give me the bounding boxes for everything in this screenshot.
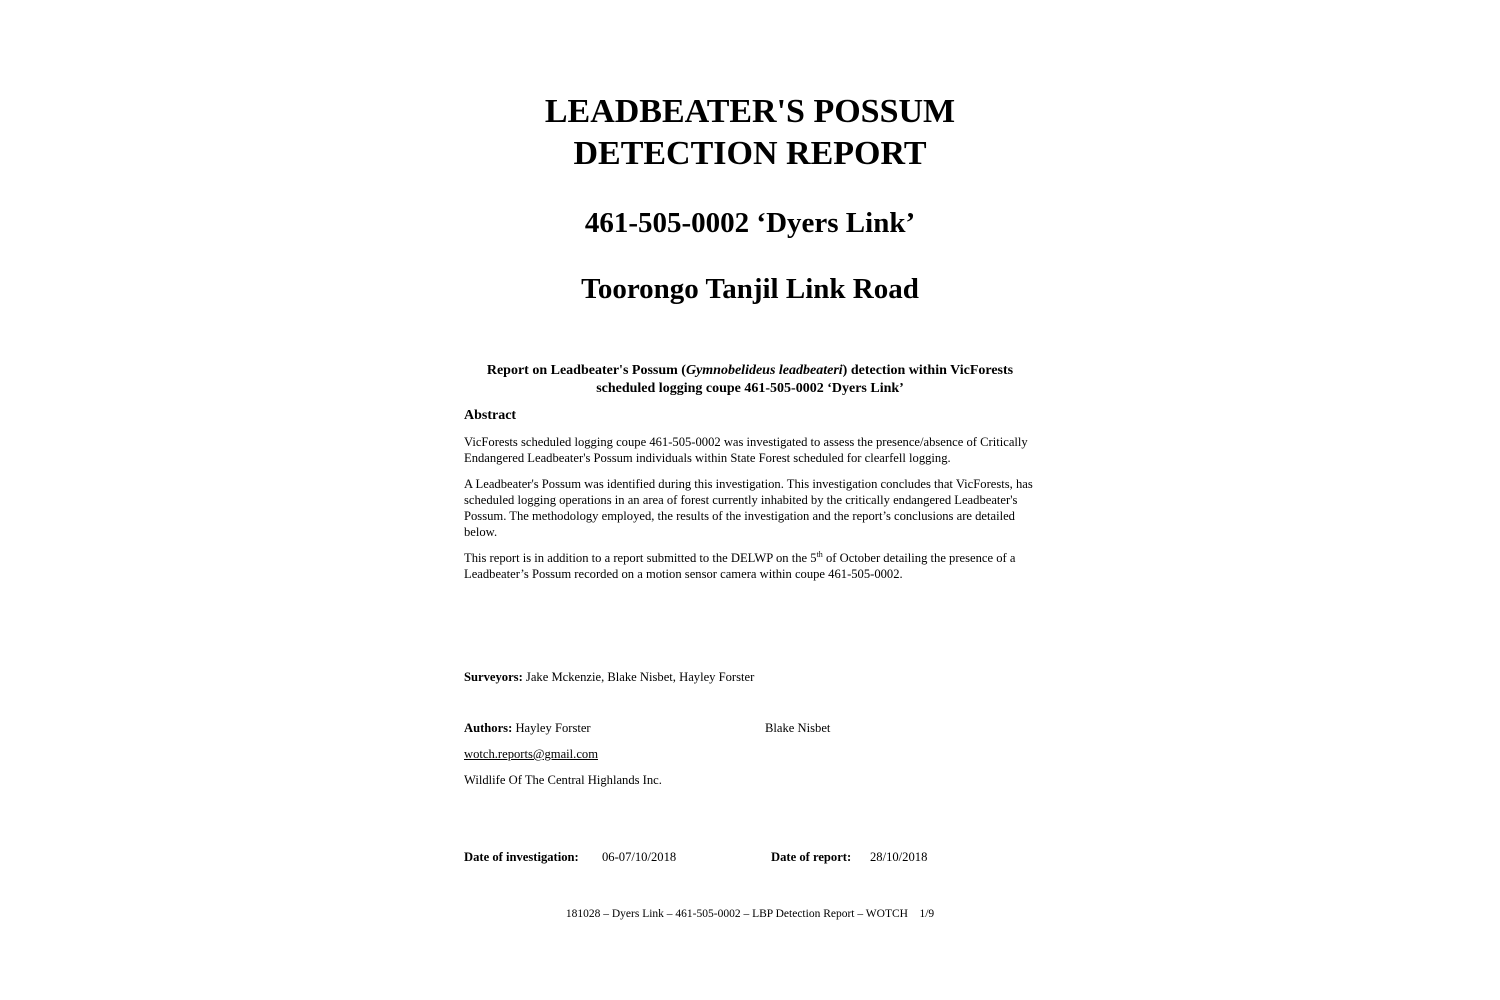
report-title-line-1: LEADBEATER'S POSSUM [544,93,956,130]
report-summary-heading [464,362,1036,398]
surveyors-label: Surveyors: [464,670,523,684]
report-summary-after-species: ) detection within VicForests scheduled logging coupe 461-505-0002 ‘Dyers Link’ [596,363,1014,396]
report-title-line-2: DETECTION REPORT [573,135,927,172]
ordinal-suffix: th [816,549,823,559]
date-of-report-label: Date of report: [771,850,852,864]
road-heading: Toorongo Tanjil Link Road [581,273,919,305]
abstract-paragraph-3 [464,550,1039,582]
abstract-paragraph-3-after-sup: of October detailing the presence of a Leadbeater’s Possum recorded on a motion sensor camera within coupe 461-505-0002. [464,551,1016,581]
abstract-heading: Abstract [464,408,517,423]
organisation-name: Wildlife Of The Central Highlands Inc. [464,773,662,787]
abstract-paragraph-1: VicForests scheduled logging coupe 461-505-0002 was investigated to assess the presence/absence of Critically Endangered Leadbeater's Possum individuals within State Forest scheduled for clearfell logging. [464,435,1028,465]
coupe-heading: 461-505-0002 ‘Dyers Link’ [584,207,916,239]
abstract-paragraph-2: A Leadbeater's Possum was identified during this investigation. This investigation concludes that VicForests, has scheduled logging operations in an area of forest currently inhabited by the critically endangered Leadbeater's Possum. The methodology employed, the results of the investigation and the report’s conclusions are detailed below. [464,477,1033,539]
surveyors-value: Jake Mckenzie, Blake Nisbet, Hayley Forster [525,670,755,684]
date-of-investigation-label: Date of investigation: [464,850,579,864]
authors-line [464,720,591,736]
surveyors-line [464,669,754,685]
species-name: Gymnobelideus leadbeateri [685,363,843,378]
date-of-investigation-value: 06-07/10/2018 [602,850,677,864]
author-1: Hayley Forster [515,721,591,735]
report-summary-before-species: Report on Leadbeater's Possum ( [486,363,686,378]
authors-label: Authors: [464,721,513,735]
page-footer: 181028 – Dyers Link – 461-505-0002 – LBP Detection Report – WOTCH 1/9 [565,908,935,920]
author-2: Blake Nisbet [765,721,831,735]
date-of-report-value: 28/10/2018 [870,850,928,864]
abstract-paragraph-3-before-sup: This report is in addition to a report submitted to the DELWP on the 5 [464,551,817,565]
email-link[interactable]: wotch.reports@gmail.com [464,747,599,761]
